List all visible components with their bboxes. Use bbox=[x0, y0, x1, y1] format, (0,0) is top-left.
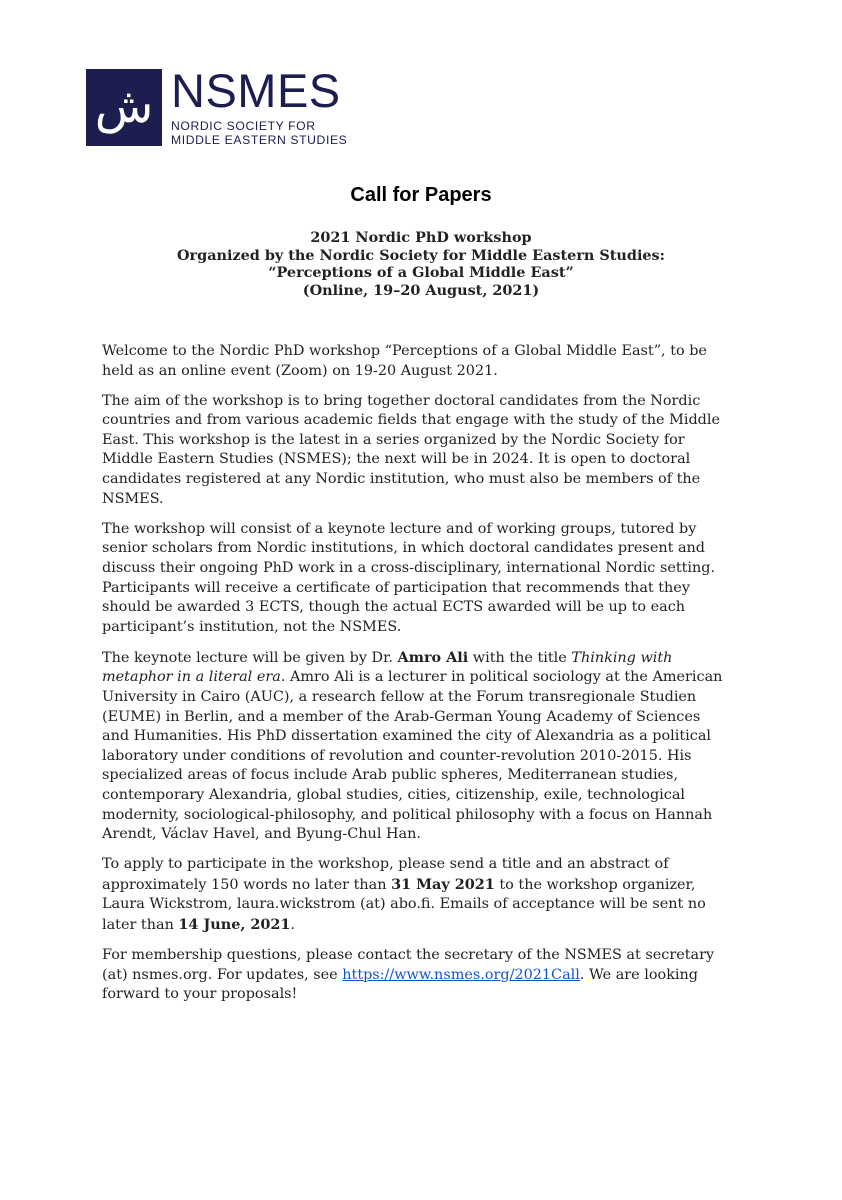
paragraph-application bbox=[102, 855, 742, 935]
text-line: and Humanities. His PhD dissertation examined the city of Alexandria as a political bbox=[102, 728, 712, 745]
text-line: discuss their ongoing PhD work in a cross-disciplinary, international Nordic setting. bbox=[102, 559, 716, 576]
document-body bbox=[102, 342, 742, 1015]
paragraph-structure bbox=[102, 520, 742, 638]
paragraph-welcome bbox=[102, 342, 742, 381]
text-run: . We are looking bbox=[579, 966, 698, 983]
text-line: Laura Wickstrom, laura.wickstrom (at) abo.fi. Emails of acceptance will be sent no bbox=[102, 896, 706, 913]
deadline-date: 31 May 2021 bbox=[391, 875, 495, 893]
paragraph-membership bbox=[102, 946, 742, 1005]
page-title: Call for Papers bbox=[350, 184, 492, 206]
text-line: The workshop will consist of a keynote lecture and of working groups, tutored by bbox=[102, 520, 697, 537]
heading-line-3: “Perceptions of a Global Middle East” bbox=[268, 264, 574, 281]
logo-subtitle-line-1: NORDIC SOCIETY FOR bbox=[171, 119, 316, 133]
text-line: should be awarded 3 ECTS, though the actual ECTS awarded will be up to each bbox=[102, 599, 686, 616]
workshop-heading bbox=[0, 229, 842, 299]
text-line bbox=[102, 915, 742, 936]
text-line bbox=[102, 875, 742, 896]
text-line: specialized areas of focus include Arab public spheres, Mediterranean studies, bbox=[102, 767, 679, 784]
text-line: Welcome to the Nordic PhD workshop “Perceptions of a Global Middle East”, to be bbox=[102, 343, 707, 359]
paragraph-aim bbox=[102, 392, 742, 510]
text-run: The keynote lecture will be given by Dr. bbox=[102, 649, 398, 666]
heading-line-4: (Online, 19–20 August, 2021) bbox=[302, 281, 540, 299]
text-line: (EUME) in Berlin, and a member of the Arab-German Young Academy of Sciences bbox=[102, 708, 701, 725]
text-line: NSMES. bbox=[102, 490, 164, 507]
nsmes-logo bbox=[86, 64, 348, 147]
logo-subtitle-line-2: MIDDLE EASTERN STUDIES bbox=[171, 133, 348, 147]
text-line: University in Cairo (AUC), a research fellow at the Forum transregionale Studien bbox=[102, 689, 697, 705]
text-line: For membership questions, please contact the secretary of the NSMES at secretary bbox=[102, 947, 715, 964]
text-line: East. This workshop is the latest in a series organized by the Nordic Society for bbox=[102, 431, 685, 448]
text-line: candidates registered at any Nordic institution, who must also be members of the bbox=[102, 471, 701, 488]
heading-line-1: 2021 Nordic PhD workshop bbox=[310, 229, 532, 246]
text-run: to the workshop organizer, bbox=[494, 876, 696, 893]
text-line: Participants will receive a certificate of participation that recommends that they bbox=[102, 579, 690, 596]
text-line bbox=[102, 966, 742, 986]
text-line: countries and from various academic fields that engage with the study of the Middle bbox=[102, 412, 721, 429]
text-run: . Amro Ali is a lecturer in political sociology at the American bbox=[280, 669, 723, 686]
keynote-speaker-name: Amro Ali bbox=[397, 648, 469, 666]
text-line: To apply to participate in the workshop, please send a title and an abstract of bbox=[102, 856, 669, 873]
text-line: The aim of the workshop is to bring together doctoral candidates from the Nordic bbox=[102, 392, 701, 409]
keynote-title-part-1: Thinking with bbox=[571, 649, 673, 666]
text-line: laboratory under conditions of revolution and counter-revolution 2010-2015. His bbox=[102, 747, 692, 764]
acceptance-date: 14 June, 2021 bbox=[178, 916, 291, 934]
keynote-title-part-2: metaphor in a literal era bbox=[102, 669, 281, 686]
paragraph-keynote bbox=[102, 648, 742, 845]
text-run: . bbox=[290, 917, 295, 934]
text-line: senior scholars from Nordic institutions, in which doctoral candidates present and bbox=[102, 540, 706, 557]
text-run: with the title bbox=[468, 649, 572, 666]
logo-wordmark bbox=[171, 66, 347, 147]
text-line bbox=[102, 648, 742, 669]
text-line: Arendt, Václav Havel, and Byung-Chul Han. bbox=[102, 826, 421, 843]
logo-name: NSMES bbox=[171, 64, 341, 117]
text-run: (at) nsmes.org. For updates, see bbox=[102, 966, 343, 983]
text-run: later than bbox=[102, 917, 179, 934]
text-run: approximately 150 words no later than bbox=[102, 876, 392, 893]
logo-emblem bbox=[86, 69, 162, 146]
text-line: Middle Eastern Studies (NSMES); the next will be in 2024. It is open to doctoral bbox=[102, 451, 691, 468]
arabic-letter-shin-icon: ش bbox=[94, 77, 154, 134]
text-line: modernity, sociological-philosophy, and political philosophy with a focus on Hannah bbox=[102, 806, 713, 823]
text-line: forward to your proposals! bbox=[102, 986, 298, 1003]
heading-line-2: Organized by the Nordic Society for Middle Eastern Studies: bbox=[177, 246, 665, 264]
text-line bbox=[102, 668, 742, 688]
text-line: participant’s institution, not the NSMES. bbox=[102, 618, 402, 635]
text-line: contemporary Alexandria, global studies, cities, citizenship, exile, technological bbox=[102, 786, 686, 803]
updates-link[interactable]: https://www.nsmes.org/2021Call bbox=[342, 966, 580, 983]
text-line: held as an online event (Zoom) on 19-20 August 2021. bbox=[102, 362, 498, 379]
